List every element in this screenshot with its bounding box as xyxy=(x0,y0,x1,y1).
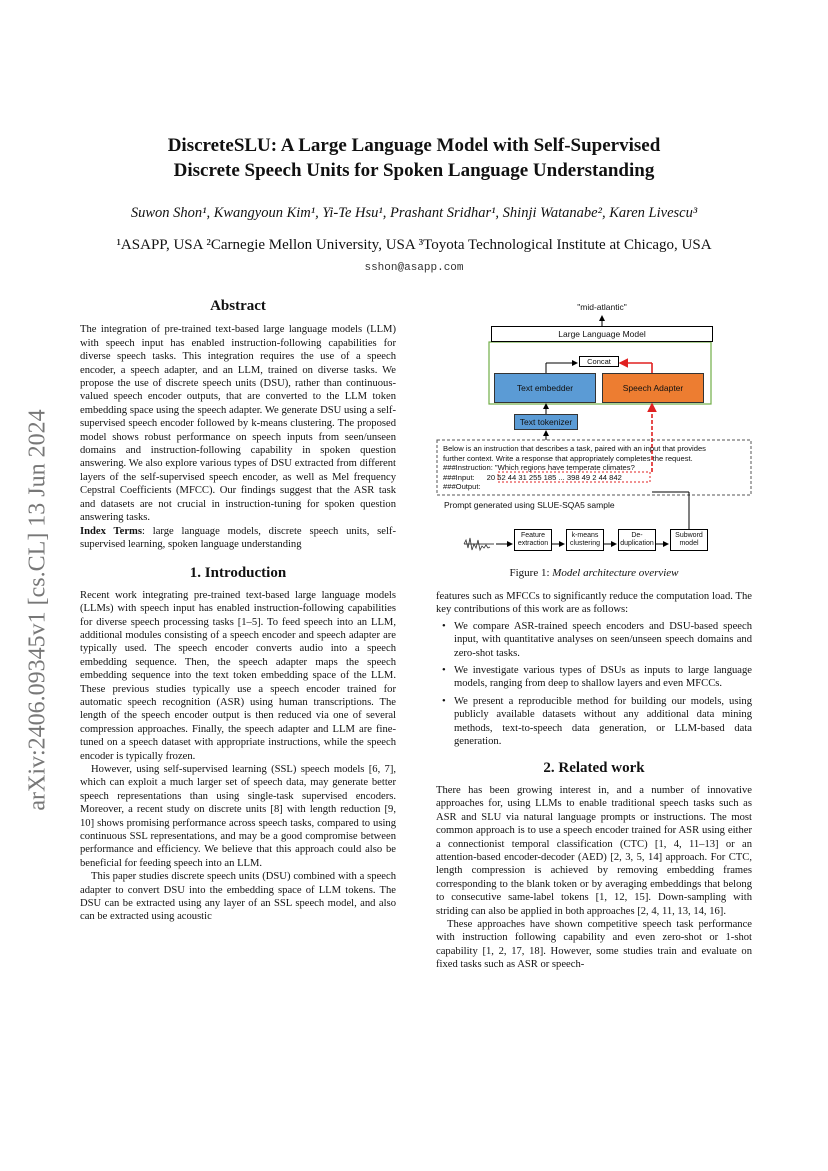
paper-title: DiscreteSLU: A Large Language Model with Self-Supervised Discrete Speech Units for Spoken Language Understanding xyxy=(167,135,661,181)
subword-box: Subword model xyxy=(670,529,708,551)
prompt-box xyxy=(443,444,751,492)
intro-paragraph-2: However, using self-supervised learning (SSL) speech models [6, 7], which can exploit a much larger set of speech data, may generate better speech representations than using single-task supervised encoders. Moreover, a recent study on discrete units [8] with length reduction [9, 10] shows promising performance across speech tasks, compared to using continuous SSL representations, and may be a good compromise between performance and efficiency. We believe that this approach could also be beneficial for feeding speech into an LLM. xyxy=(80,764,396,869)
list-item: • We investigate various types of DSUs as inputs to large language models, ranging from deep to shallow layers and even MFCCs. xyxy=(436,664,752,691)
prompt-input-row: ###Input: 20 52 44 31 255 185 ... 398 49 2 44 842 xyxy=(443,472,622,482)
index-terms: Index Terms: large language models, discrete speech units, self-supervised learning, spoken language understanding xyxy=(80,525,396,550)
right-column xyxy=(436,590,752,972)
intro-paragraph-1: Recent work integrating pre-trained text-based large language models (LLMs) with speech input has enabled instruction-following capabilities for diverse speech processing tasks [1–5]. To feed speech into an LLM, additional modules consisting of a speech encoder and speech adapter are typically used. The speech encoder converts audio into a speech embedding sequence. Then, the speech adapter maps the speech embedding sequence into the text token embedding space of the LLM. These previous studies typically use a speech encoder trained for automatic speech recognition (ASR) using human transcriptions. The length of the speech encoder output is then reduced via one of several compression approaches. Finally, the speech adapter and LLM are fine-tuned on a speech dataset with appropriate instructions, while the speech encoder is typically frozen. xyxy=(80,589,396,762)
llm-box: Large Language Model xyxy=(491,326,713,342)
abstract-heading: Abstract xyxy=(210,298,266,314)
text-tokenizer-box: Text tokenizer xyxy=(514,414,578,430)
prompt-line-1: Below is an instruction that describes a task, paired with an input that provides xyxy=(443,444,706,453)
list-item: • We compare ASR-trained speech encoders and DSU-based speech input, with quantitative analyses on seen/unseen speech domains and zero-shot tasks. xyxy=(436,620,752,660)
prompt-output: ###Output: xyxy=(443,482,481,491)
arxiv-stamp: arXiv:2406.09345v1 [cs.CL] 13 Jun 2024 xyxy=(24,409,51,811)
contributions-list xyxy=(436,620,752,749)
prompt-line-2: further context. Write a response that appropriately completes the request. xyxy=(443,453,693,463)
abstract-text: The integration of pre-trained text-based large language models (LLM) with speech input has enabled instruction-following capabilities for diverse speech tasks. This integration requires the use of a speech encoder, a speech adapter, and an LLM, trained on diverse tasks. We propose the use of discrete speech units (DSU), rather than continuous-valued speech encoder outputs, that are converted to the LLM token embedding space using the speech adapter. We generate DSU using a self-supervised speech encoder followed by k-means clustering. The proposed model shows robust performance on speech inputs from seen/unseen domains and instruction-following capability in spoken question answering. We also explore various types of DSU extracted from different layers of the self-supervised speech encoder, as well as Mel frequency Cepstral Coefficients (MFCC). Our findings suggest that the ASR task and datasets are not crucial in instruction-tuning for spoken question answering tasks. xyxy=(80,324,396,524)
list-item: • We present a reproducible method for building our models, using publicly available datasets without any additional data mining methods, text-to-speech data generation, or LLM-based data generation. xyxy=(436,695,752,749)
speech-adapter-box: Speech Adapter xyxy=(602,373,704,403)
contributions-intro: features such as MFCCs to significantly reduce the computation load. The key contributions of this work are as follows: xyxy=(436,591,752,616)
prompt-caption: Prompt generated using SLUE-SQA5 sample xyxy=(444,500,615,510)
related-paragraph-2: These approaches have shown competitive speech task performance with instruction following capability and even zero-shot or 1-shot capability [1, 2, 17, 18]. However, some studies train and evaluate on fixed tasks such as ASR or speech- xyxy=(436,918,752,971)
related-heading: 2. Related work xyxy=(543,760,645,777)
concat-box: Concat xyxy=(579,356,619,367)
intro-heading: 1. Introduction xyxy=(189,565,287,582)
related-paragraph-1: There has been growing interest in, and a number of innovative approaches for, using LLMs to enable traditional speech tasks such as ASR and SLU via natural language prompts or instructions. The most common approach is to use a speech encoder trained for ASR using either a connectionist temporal classification (CTC) [1, 4, 11–13] or an attention-based encoder-decoder (AED) [2, 3, 5, 14] approach. For CTC, length compression is achieved by removing embedding frames corresponding to the blank token or by averaging embeddings that belong to consecutive same-label tokens [1, 12, 15]. Down-sampling with striding can also be applied in both approaches [2, 4, 11, 13, 14, 16]. xyxy=(436,784,752,917)
prompt-line-3: ###Instruction: "Which regions have temperate climates? xyxy=(443,463,635,472)
dedup-box: De-duplication xyxy=(618,529,656,551)
kmeans-box: k-means clustering xyxy=(566,529,604,551)
intro-paragraph-3: This paper studies discrete speech units (DSU) combined with a speech adapter to convert DSU into the embedding space of LLM tokens. The DSU can be extracted using any layer of an SSL speech model, and also can be extracted using acoustic xyxy=(80,871,396,923)
affiliations: ¹ASAPP, USA ²Carnegie Mellon University, USA ³Toyota Technological Institute at Chicago, USA xyxy=(116,237,712,253)
architecture-figure xyxy=(434,296,754,558)
discrete-units: 20 52 44 31 255 185 ... 398 49 2 44 842 xyxy=(486,472,622,482)
figure-caption: Figure 1: Model architecture overview xyxy=(509,567,679,579)
contact-email[interactable]: sshon@asapp.com xyxy=(364,262,464,274)
feature-extraction-box: Feature extraction xyxy=(514,529,552,551)
author-list: Suwon Shon¹, Kwangyoun Kim¹, Yi-Te Hsu¹, Prashant Sridhar¹, Shinji Watanabe², Karen Livescu³ xyxy=(130,205,698,221)
text-embedder-box: Text embedder xyxy=(494,373,596,403)
left-column xyxy=(80,300,396,924)
output-label: "mid-atlantic" xyxy=(577,302,627,312)
